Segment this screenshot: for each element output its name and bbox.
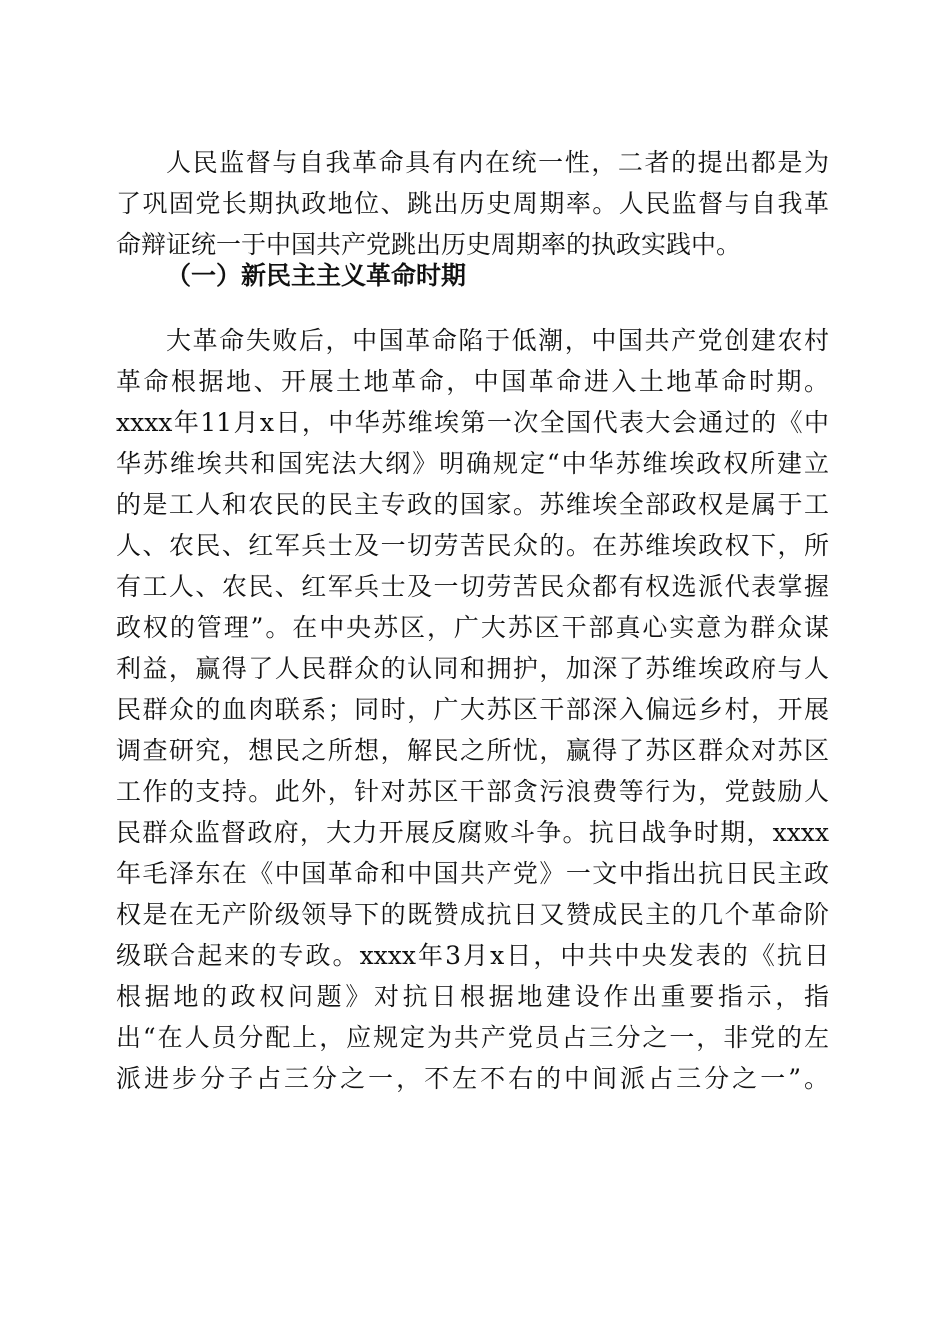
paragraph-line: 大革命失败后，中国革命陷于低潮，中国共产党创建农村 (166, 326, 829, 355)
paragraph-line: 了巩固党长期执政地位、跳出历史周期率。人民监督与自我革 (116, 189, 829, 218)
paragraph-line: 革命根据地、开展土地革命，中国革命进入土地革命时期。 (116, 367, 829, 396)
paragraph-line: 级联合起来的专政。xxxx年3月x日，中共中央发表的《抗日 (116, 941, 829, 970)
paragraph-line: 的是工人和农民的民主专政的国家。苏维埃全部政权是属于工 (116, 490, 829, 519)
paragraph-line: 工作的支持。此外，针对苏区干部贪污浪费等行为，党鼓励人 (116, 777, 829, 806)
paragraph-line: 派进步分子占三分之一，不左不右的中间派占三分之一”。 (116, 1064, 829, 1093)
paragraph-line: 利益，赢得了人民群众的认同和拥护，加深了苏维埃政府与人 (116, 654, 829, 683)
paragraph-line: 民群众监督政府，大力开展反腐败斗争。抗日战争时期，xxxx (116, 818, 829, 847)
paragraph-line: xxxx年11月x日，中华苏维埃第一次全国代表大会通过的《中 (116, 408, 829, 437)
paragraph-line: 命辩证统一于中国共产党跳出历史周期率的执政实践中。 (116, 230, 742, 259)
paragraph-line: 调查研究，想民之所想，解民之所忧，赢得了苏区群众对苏区 (116, 736, 829, 765)
paragraph-line: 人、农民、红军兵士及一切劳苦民众的。在苏维埃政权下，所 (116, 531, 829, 560)
paragraph-line: 出“在人员分配上，应规定为共产党员占三分之一，非党的左 (116, 1023, 829, 1052)
paragraph-line: 年毛泽东在《中国革命和中国共产党》一文中指出抗日民主政 (116, 859, 829, 888)
paragraph-intro (116, 142, 829, 265)
paragraph-line: 民群众的血肉联系；同时，广大苏区干部深入偏远乡村，开展 (116, 695, 829, 724)
section-heading-block (116, 255, 829, 296)
paragraph-line: 政权的管理”。在中央苏区，广大苏区干部真心实意为群众谋 (116, 613, 829, 642)
paragraph-line: 华苏维埃共和国宪法大纲》明确规定“中华苏维埃政权所建立 (116, 449, 829, 478)
section-heading: （一）新民主主义革命时期 (166, 261, 467, 290)
paragraph-line: 有工人、农民、红军兵士及一切劳苦民众都有权选派代表掌握 (116, 572, 829, 601)
paragraph-line: 根据地的政权问题》对抗日根据地建设作出重要指示，指 (116, 982, 829, 1011)
paragraph-main (116, 320, 829, 1099)
paragraph-line: 权是在无产阶级领导下的既赞成抗日又赞成民主的几个革命阶 (116, 900, 829, 929)
paragraph-line: 人民监督与自我革命具有内在统一性，二者的提出都是为 (166, 148, 829, 177)
